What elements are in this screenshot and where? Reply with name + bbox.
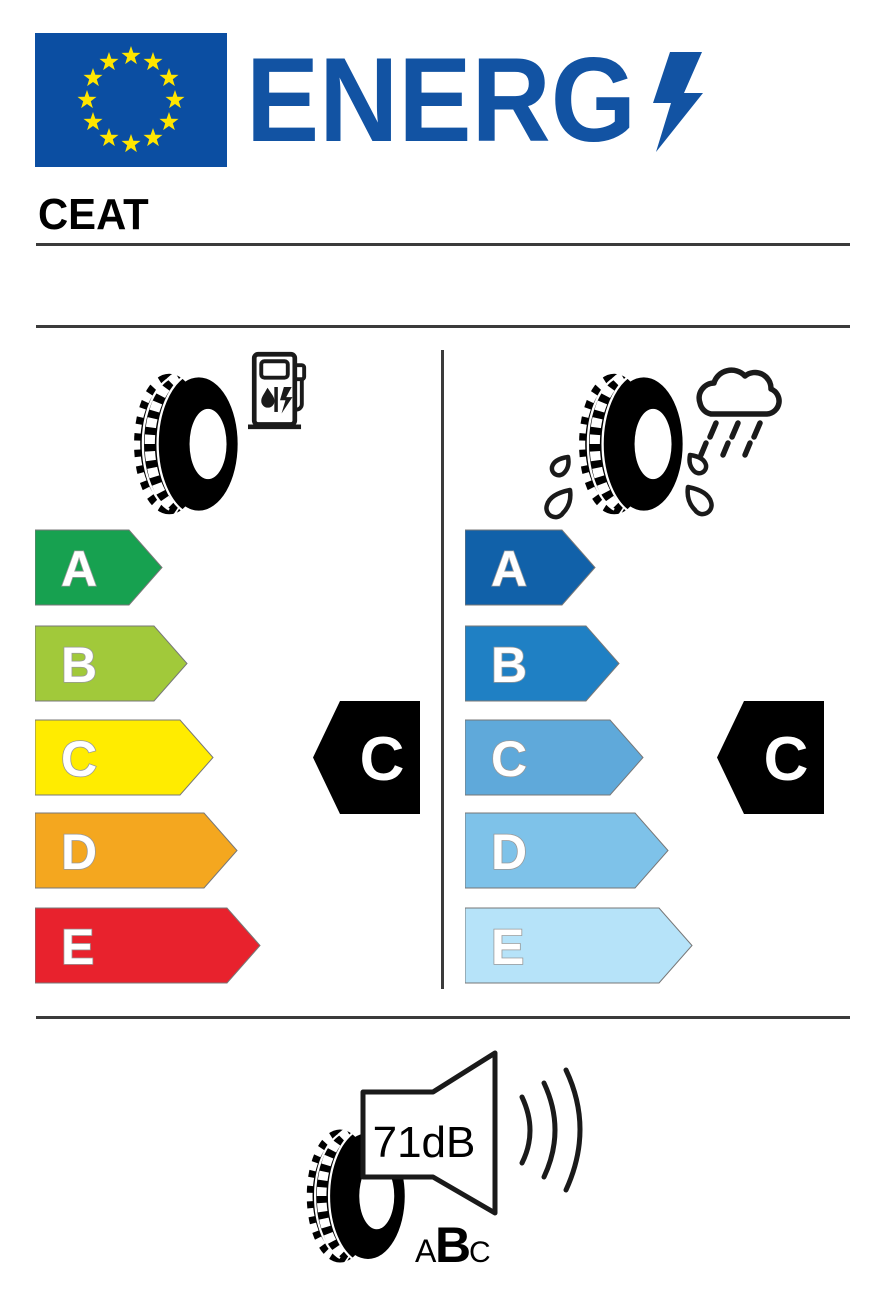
fuel-efficiency-pictogram	[120, 345, 330, 525]
wet-grip-rating-letter: C	[763, 725, 809, 794]
wet-grip-pictogram	[530, 345, 790, 540]
grade-letter: E	[491, 919, 525, 975]
column-divider	[441, 350, 444, 989]
wet-grip-grade-scale	[465, 528, 735, 988]
tire-icon	[579, 374, 683, 515]
fuel-pump-icon	[248, 354, 304, 427]
sound-waves-icon	[522, 1070, 580, 1190]
rain-cloud-icon	[699, 370, 779, 455]
eu-flag-icon	[35, 33, 227, 167]
grade-letter: C	[61, 731, 98, 787]
grade-letter: A	[491, 541, 528, 597]
noise-class-c: C	[469, 1236, 491, 1269]
fuel-rating-letter: C	[359, 725, 405, 794]
grade-letter: B	[61, 637, 98, 693]
brand-name: CEAT	[38, 190, 149, 239]
energy-logo-text: ENERG	[246, 48, 636, 158]
fuel-rating-arrow	[312, 700, 422, 816]
lightning-bolt-icon	[653, 52, 703, 152]
separator-bottom	[36, 1016, 850, 1019]
noise-value: 71dB	[372, 1118, 476, 1167]
wet-grip-rating-arrow	[716, 700, 826, 816]
noise-class-b-selected: B	[435, 1217, 472, 1273]
separator-middle	[36, 325, 850, 328]
grade-letter: C	[491, 731, 528, 787]
grade-letter: A	[61, 541, 98, 597]
noise-pictogram	[290, 1045, 610, 1275]
separator-top	[36, 243, 850, 246]
noise-class-a: A	[415, 1233, 437, 1269]
grade-bar-a	[35, 530, 162, 605]
grade-letter: D	[491, 824, 528, 880]
grade-letter: E	[61, 919, 95, 975]
tire-icon	[134, 374, 238, 515]
grade-bar-a	[465, 530, 595, 605]
fuel-grade-scale	[35, 528, 305, 988]
grade-bar-b	[35, 626, 187, 701]
grade-letter: B	[491, 637, 528, 693]
energy-logo	[246, 48, 716, 158]
grade-bar-b	[465, 626, 619, 701]
grade-letter: D	[61, 824, 98, 880]
